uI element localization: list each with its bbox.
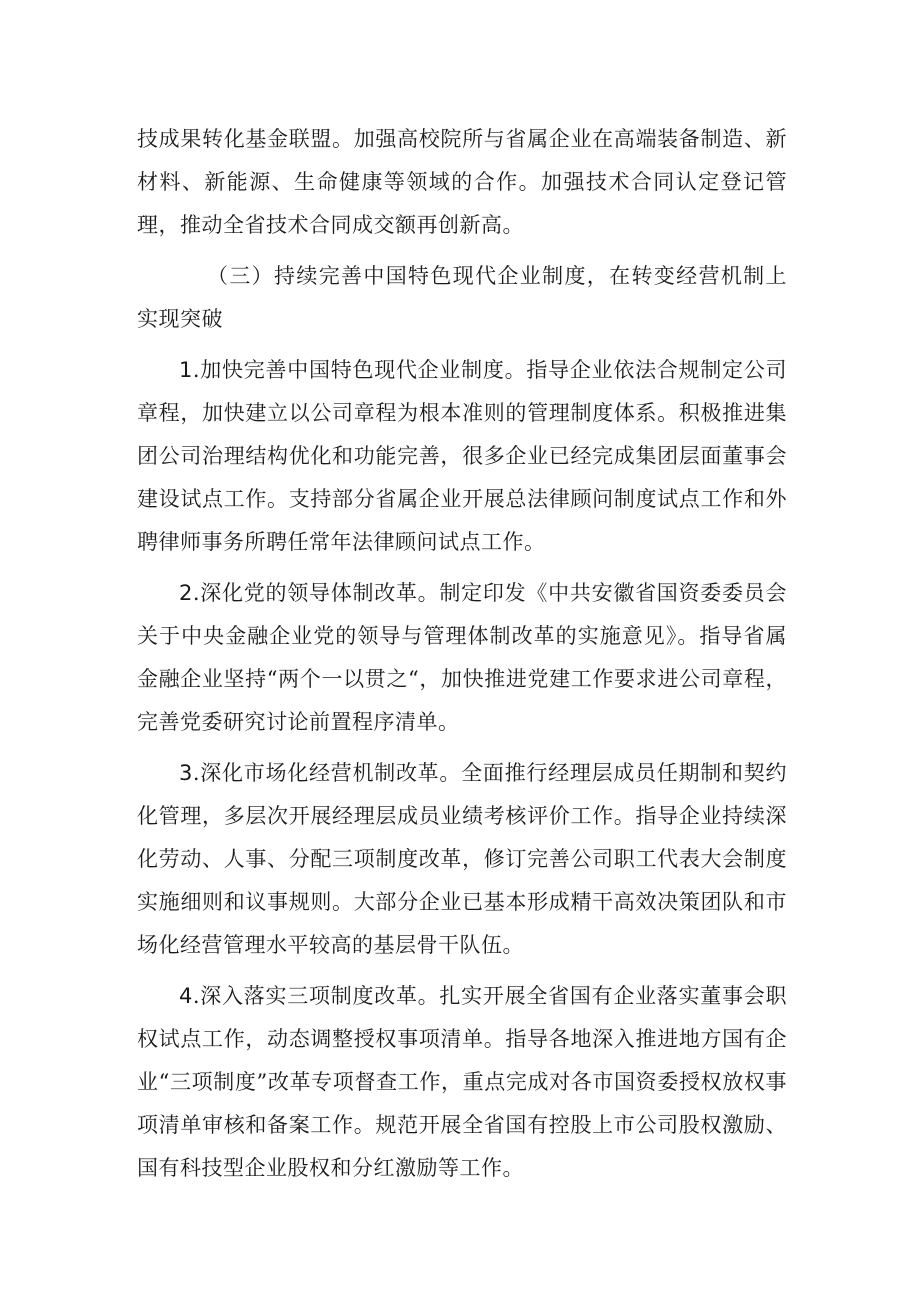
item-dot: . bbox=[192, 761, 201, 785]
paragraph-text: 深化党的领导体制改革。制定印发《中共安徽省国资委委员会关于中央金融企业党的领导与管理体制改革的实施意见》。指导省属金融企业坚持“两个一以贯之“，加快推进党建工作要求进公司章程，完善党委研究讨论前置程序清单。 bbox=[137, 581, 787, 734]
numbered-paragraph-2 bbox=[137, 572, 787, 744]
numbered-paragraph-4 bbox=[137, 975, 787, 1190]
item-dot: . bbox=[192, 358, 201, 382]
paragraph-text: 深入落实三项制度改革。扎实开展全省国有企业落实董事会职权试点工作，动态调整授权事项清单。指导各地深入推进地方国有企业“三项制度”改革专项督查工作，重点完成对各市国资委授权放权事项清单审核和备案工作。规范开展全省国有控股上市公司股权激励、国有科技型企业股权和分红激励等工作。 bbox=[137, 984, 787, 1180]
item-number: 2 bbox=[179, 581, 193, 605]
item-number: 4 bbox=[179, 984, 193, 1008]
document-body bbox=[137, 118, 787, 1190]
item-dot: . bbox=[192, 984, 201, 1008]
numbered-paragraph-1 bbox=[137, 349, 787, 564]
numbered-paragraph-3 bbox=[137, 752, 787, 967]
paragraph-text: 深化市场化经营机制改革。全面推行经理层成员任期制和契约化管理，多层次开展经理层成员业绩考核评价工作。指导企业持续深化劳动、人事、分配三项制度改革，修订完善公司职工代表大会制度实施细则和议事规则。大部分企业已基本形成精干高效决策团队和市场化经营管理水平较高的基层骨干队伍。 bbox=[137, 761, 787, 957]
item-number: 1 bbox=[179, 358, 193, 382]
paragraph-text: 加快完善中国特色现代企业制度。指导企业依法合规制定公司章程，加快建立以公司章程为根本准则的管理制度体系。积极推进集团公司治理结构优化和功能完善，很多企业已经完成集团层面董事会建设试点工作。支持部分省属企业开展总法律顾问制度试点工作和外聘律师事务所聘任常年法律顾问试点工作。 bbox=[137, 358, 787, 554]
paragraph-continuation: 技成果转化基金联盟。加强高校院所与省属企业在高端装备制造、新材料、新能源、生命健康等领域的合作。加强技术合同认定登记管理，推动全省技术合同成交额再创新高。 bbox=[137, 127, 787, 237]
section-heading: （三）持续完善中国特色现代企业制度，在转变经营机制上实现突破 bbox=[137, 264, 787, 331]
item-dot: . bbox=[192, 581, 201, 605]
item-number: 3 bbox=[179, 761, 193, 785]
